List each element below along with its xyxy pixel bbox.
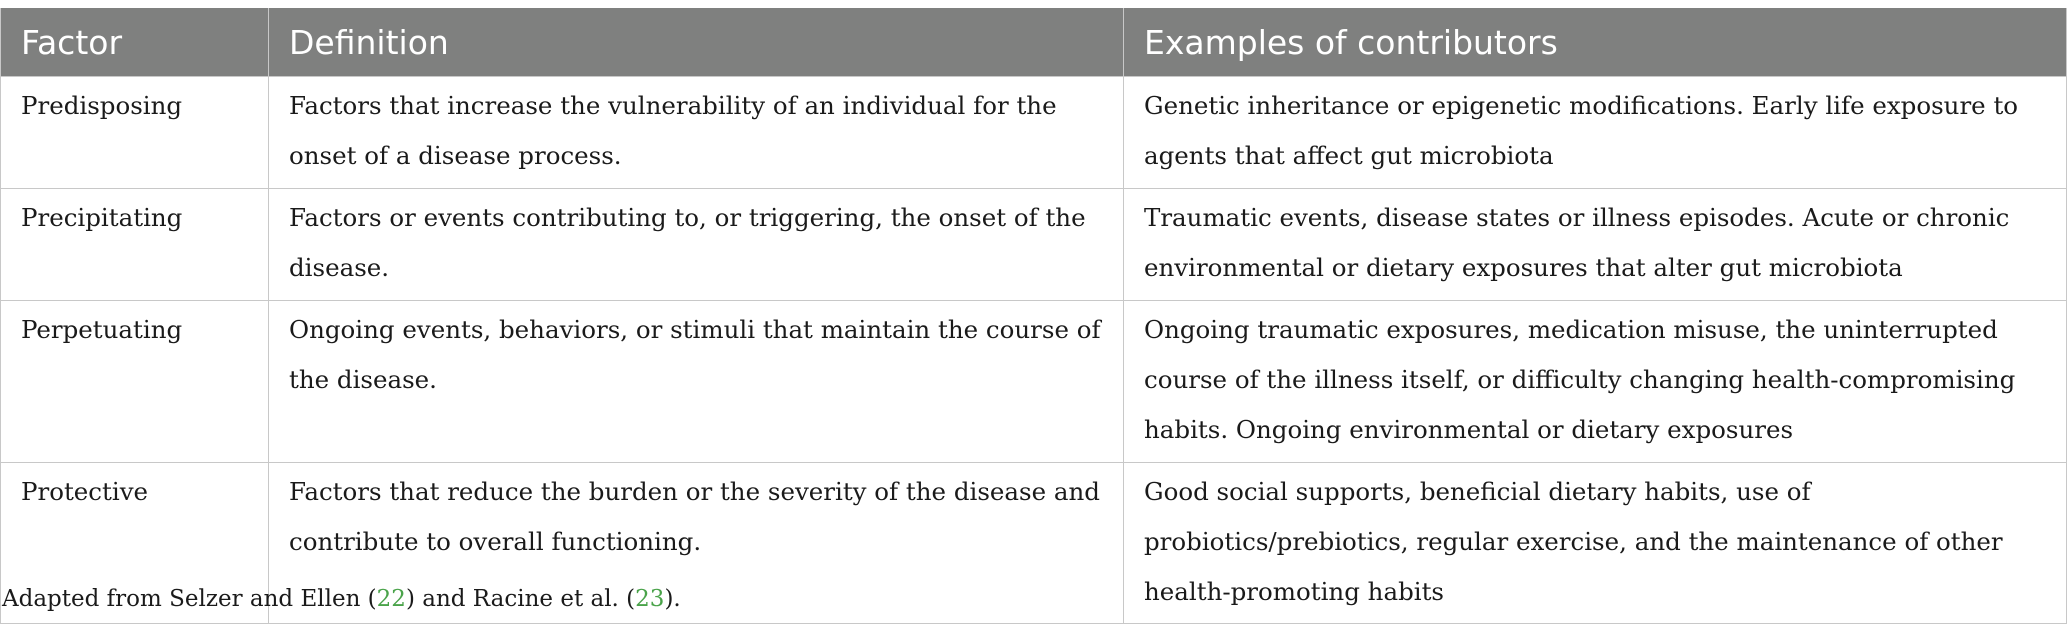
footnote-middle: ) and Racine et al. ( (405, 586, 636, 612)
cell-factor: Protective (1, 463, 269, 624)
cell-factor: Precipitating (1, 189, 269, 301)
cell-examples: Traumatic events, disease states or illness episodes. Acute or chronic environmental or dietary exposures that alter gut microbiota (1124, 189, 2067, 301)
cell-definition: Ongoing events, behaviors, or stimuli that maintain the course of the disease. (269, 301, 1124, 463)
factors-table-container (0, 8, 2067, 624)
table-header (1, 8, 2067, 77)
cell-factor: Predisposing (1, 77, 269, 189)
footnote-prefix: Adapted from Selzer and Ellen ( (2, 586, 377, 612)
table-row (1, 301, 2067, 463)
table-row (1, 189, 2067, 301)
cell-examples: Genetic inheritance or epigenetic modifications. Early life exposure to agents that affect gut microbiota (1124, 77, 2067, 189)
factors-table (0, 8, 2067, 624)
footnote-suffix: ). (664, 586, 681, 612)
header-factor: Factor (1, 8, 269, 77)
table-row (1, 77, 2067, 189)
header-definition: Definition (269, 8, 1124, 77)
reference-link-22[interactable]: 22 (376, 586, 406, 612)
header-examples: Examples of contributors (1124, 8, 2067, 77)
reference-link-23[interactable]: 23 (635, 586, 665, 612)
table-footnote (2, 586, 681, 612)
table-body (1, 77, 2067, 624)
cell-factor: Perpetuating (1, 301, 269, 463)
cell-definition: Factors that reduce the burden or the severity of the disease and contribute to overall functioning. (269, 463, 1124, 624)
cell-definition: Factors or events contributing to, or triggering, the onset of the disease. (269, 189, 1124, 301)
header-row (1, 8, 2067, 77)
cell-definition: Factors that increase the vulnerability of an individual for the onset of a disease process. (269, 77, 1124, 189)
cell-examples: Ongoing traumatic exposures, medication misuse, the uninterrupted course of the illness itself, or difficulty changing health-compromising habits. Ongoing environmental or dietary exposures (1124, 301, 2067, 463)
cell-examples: Good social supports, beneficial dietary habits, use of probiotics/prebiotics, regular exercise, and the maintenance of other health-promoting habits (1124, 463, 2067, 624)
